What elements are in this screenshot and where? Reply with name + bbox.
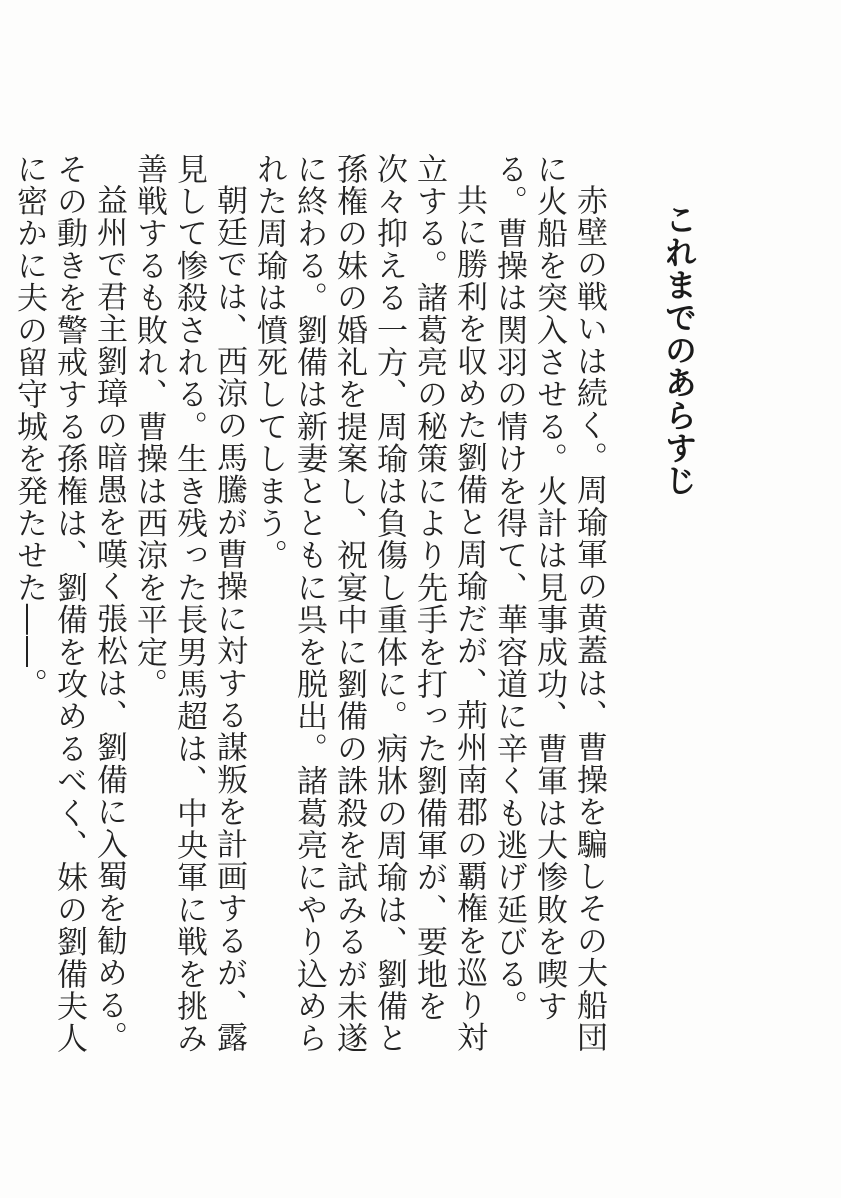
- paragraph-2: 共に勝利を収めた劉備と周瑜だが、荊州南郡の覇権を巡り対立する。諸葛亮の秘策により先手を打った劉備軍が、要地を次々抑える一方、周瑜は負傷し重体に。病牀の周瑜は、劉備と孫権の妹の婚礼を提案し、祝宴中に劉備の誅殺を試みるが未遂に終わる。劉備は新妻とともに呉を脱出。諸葛亮にやり込められた周瑜は憤死してしまう。: [251, 153, 487, 1055]
- paragraph-4: 益州で君主劉璋の暗愚を嘆く張松は、劉備に入蜀を勧める。その動きを警戒する孫権は、劉備を攻めるべく、妹の劉備夫人に密かに夫の留守城を発たせた――。: [11, 153, 127, 1055]
- paragraph-1: 赤壁の戦いは続く。周瑜軍の黄蓋は、曹操を騙しその大船団に火船を突入させる。火計は見事成功、曹軍は大惨敗を喫する。曹操は関羽の情けを得て、華容道に辛くも逃げ延びる。: [491, 153, 607, 1054]
- synopsis-body: [9, 153, 609, 1057]
- section-heading: これまでのあらすじ: [660, 203, 698, 497]
- paragraph-3: 朝廷では、西涼の馬騰が曹操に対する謀叛を計画するが、露見して惨殺される。生き残った長男馬超は、中央軍に戦を挑み善戦するも敗れ、曹操は西涼を平定。: [131, 153, 247, 1055]
